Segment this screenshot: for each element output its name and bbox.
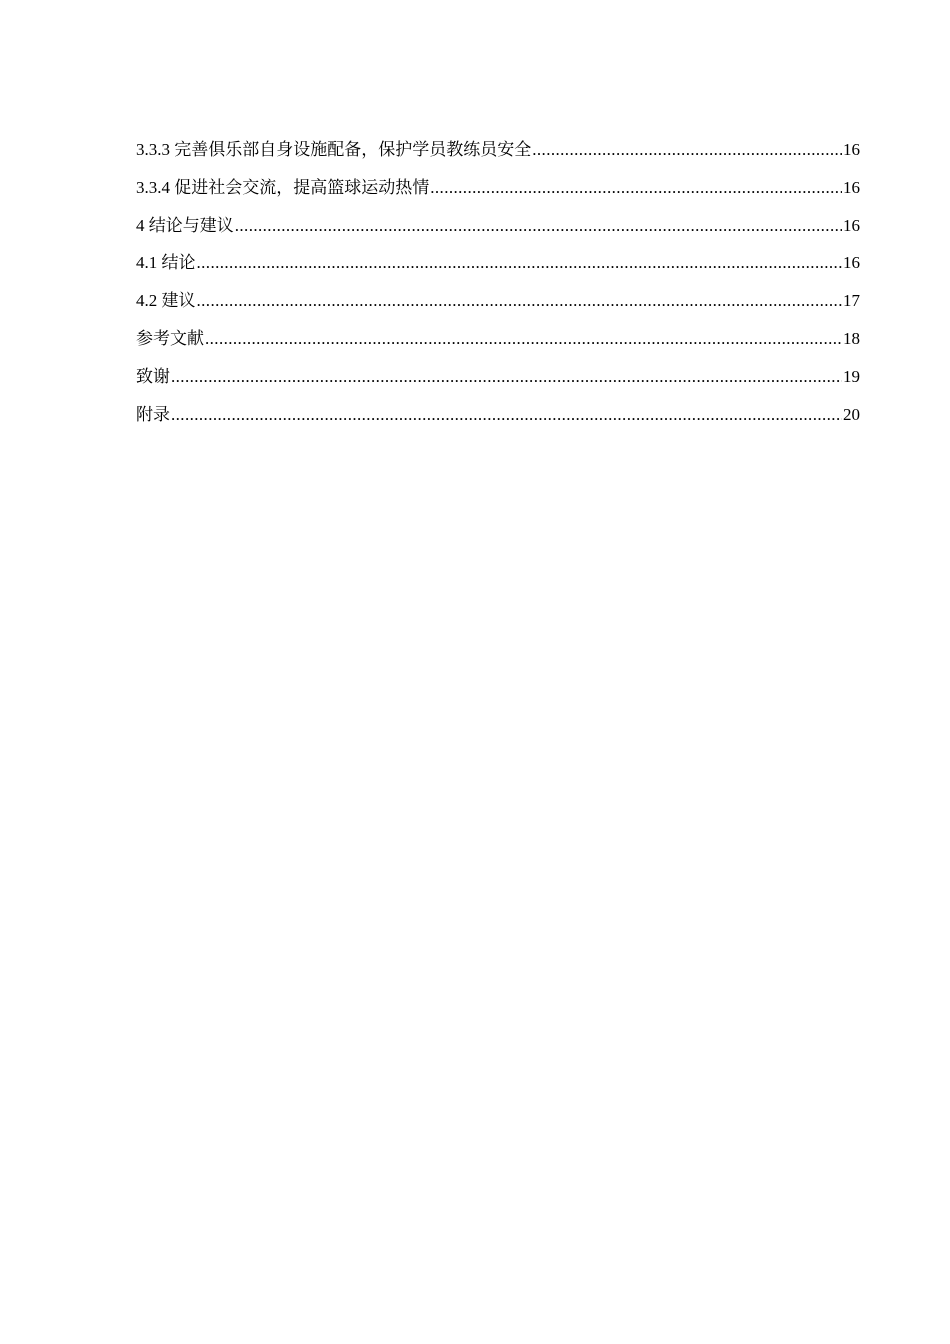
toc-dot-leader <box>197 250 843 276</box>
toc-page-number: 16 <box>843 177 860 197</box>
toc-page-number: 16 <box>843 140 860 159</box>
toc-page-number: 18 <box>843 328 860 348</box>
toc-dot-leader <box>197 288 843 314</box>
toc-dot-leader <box>171 402 842 428</box>
toc-page-number: 19 <box>843 366 860 386</box>
toc-dot-leader <box>235 213 842 239</box>
toc-dot-leader <box>171 364 842 390</box>
toc-entry-title: 4 结论与建议 <box>136 215 234 235</box>
toc-dot-leader <box>205 326 842 352</box>
toc-entry-title: 3.3.3 完善俱乐部自身设施配备，保护学员教练员安全 <box>136 140 532 159</box>
toc-entry-title: 参考文献 <box>136 328 204 348</box>
toc-entry-references[interactable] <box>136 326 860 364</box>
toc-page-number: 20 <box>843 404 860 424</box>
toc-page-number: 16 <box>843 215 860 235</box>
toc-entry-4-2[interactable] <box>136 288 860 326</box>
toc-entry-4-1[interactable] <box>136 250 860 288</box>
toc-entry-title: 4.1 结论 <box>136 253 196 273</box>
toc-entry-title: 致谢 <box>136 366 170 386</box>
table-of-contents <box>136 137 860 439</box>
toc-entry-title: 附录 <box>136 404 170 424</box>
toc-entry-3-3-3[interactable] <box>136 137 860 175</box>
toc-entry-4[interactable] <box>136 213 860 251</box>
toc-dot-leader <box>430 175 842 201</box>
toc-page-number: 17 <box>843 291 860 311</box>
toc-entry-acknowledgements[interactable] <box>136 364 860 402</box>
toc-entry-3-3-4[interactable] <box>136 175 860 213</box>
toc-page-number: 16 <box>843 253 860 273</box>
toc-entry-title: 3.3.4 促进社会交流，提高篮球运动热情 <box>136 177 430 197</box>
toc-dot-leader <box>532 137 842 163</box>
toc-entry-title: 4.2 建议 <box>136 291 196 311</box>
toc-entry-appendix[interactable] <box>136 402 860 440</box>
